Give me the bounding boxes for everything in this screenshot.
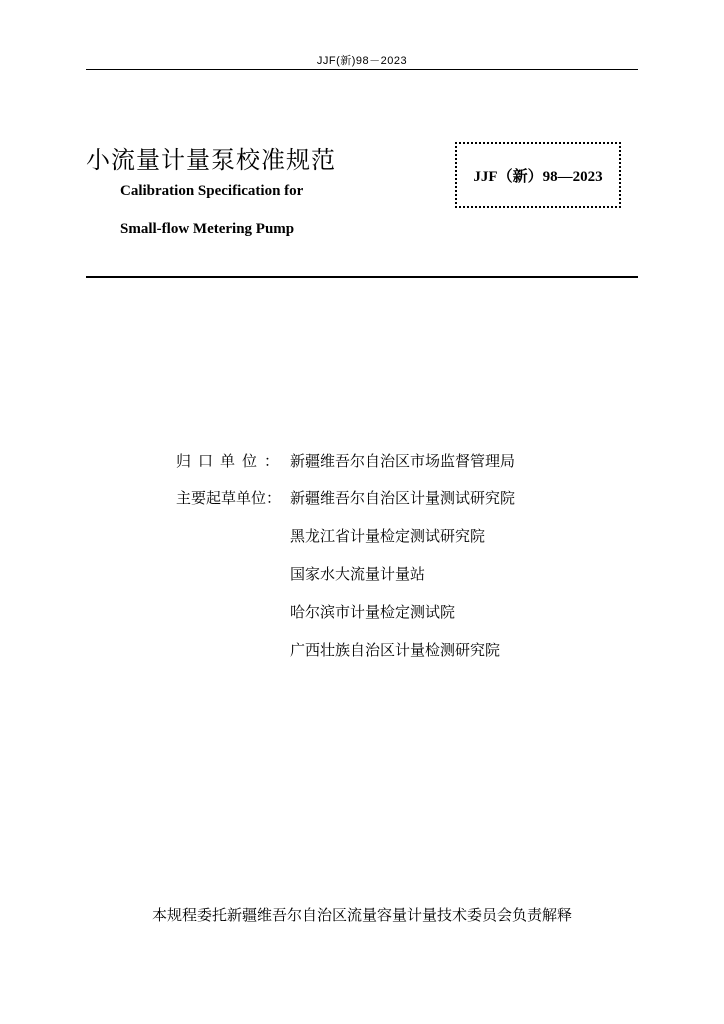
responsible-unit: 新疆维吾尔自治区市场监督管理局 bbox=[290, 452, 516, 470]
drafter-item: 哈尔滨市计量检定测试院 bbox=[290, 603, 456, 621]
title-chinese: 小流量计量泵校准规范 bbox=[86, 146, 336, 174]
title-rule bbox=[86, 276, 638, 278]
responsible-unit-label: 归口单位： bbox=[176, 452, 287, 470]
header-rule bbox=[86, 69, 638, 70]
running-header: JJF(新)98－2023 bbox=[316, 55, 408, 67]
drafter-item: 新疆维吾尔自治区计量测试研究院 bbox=[290, 489, 516, 507]
drafter-item: 国家水大流量计量站 bbox=[290, 565, 426, 583]
standard-code-box bbox=[455, 142, 621, 208]
title-english-line1: Calibration Specification for bbox=[120, 183, 304, 199]
drafter-item: 广西壮族自治区计量检测研究院 bbox=[290, 641, 501, 659]
standard-code: JJF（新）98—2023 bbox=[473, 168, 603, 185]
drafter-item: 黑龙江省计量检定测试研究院 bbox=[290, 527, 486, 545]
interpretation-note: 本规程委托新疆维吾尔自治区流量容量计量技术委员会负责解释 bbox=[151, 906, 572, 924]
title-english-line2: Small-flow Metering Pump bbox=[120, 221, 295, 237]
drafters-label: 主要起草单位： bbox=[176, 489, 282, 507]
